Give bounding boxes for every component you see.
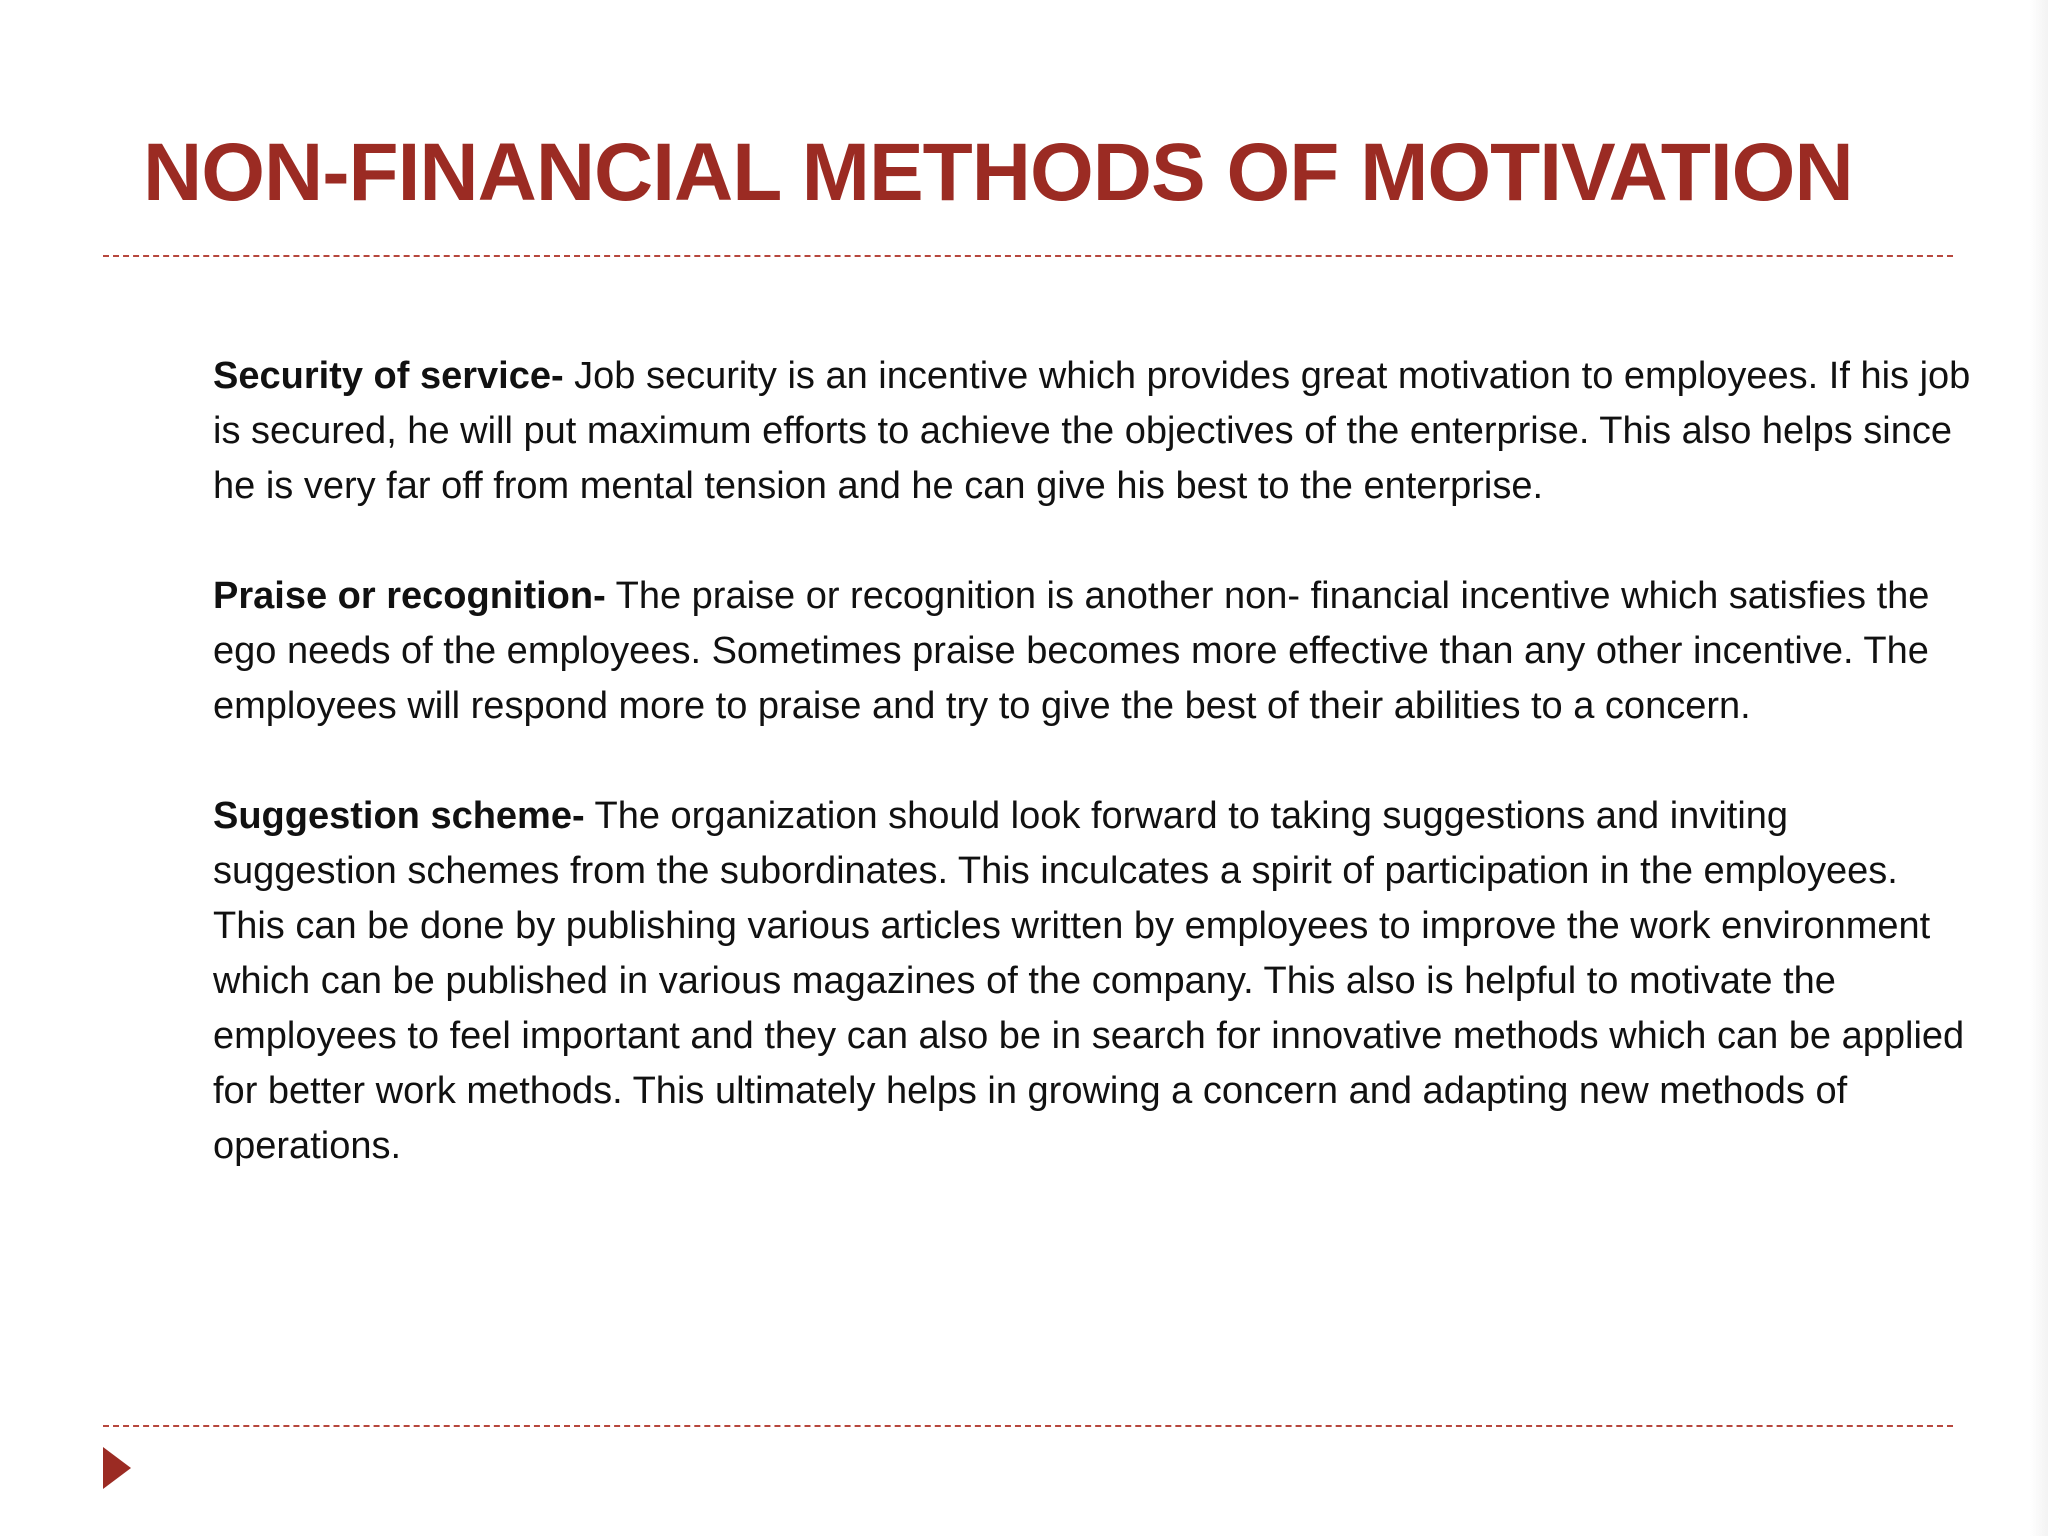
- slide-title: NON-FINANCIAL METHODS OF MOTIVATION: [143, 127, 1853, 218]
- paragraph-lead: Praise or recognition-: [213, 575, 606, 617]
- paragraph-text: Job security is an incentive which provides great motivation to employees. If his job is secured, he will put maximum efforts to achieve the objectives of the enterprise. This also helps since he is very far off from mental tension and he can give his best to the enterprise.: [213, 355, 1971, 507]
- paragraph-lead: Suggestion scheme-: [213, 795, 585, 837]
- slide-edge-shade: [2030, 0, 2048, 1536]
- paragraph-security-of-service: [213, 349, 1973, 514]
- paragraph-praise-or-recognition: [213, 569, 1973, 734]
- title-divider: [103, 255, 1953, 257]
- footer-divider: [103, 1425, 1953, 1427]
- triangle-right-icon: [103, 1447, 131, 1489]
- slide-body: [213, 349, 1973, 1229]
- paragraph-text: The organization should look forward to taking suggestions and inviting suggestion schemes from the subordinates. This inculcates a spirit of participation in the employees. This can be done by publishing various articles written by employees to improve the work environment which can be published in various magazines of the company. This also is helpful to motivate the employees to feel important and they can also be in search for innovative methods which can be applied for better work methods. This ultimately helps in growing a concern and adapting new methods of operations.: [213, 795, 1965, 1167]
- paragraph-suggestion-scheme: [213, 789, 1973, 1174]
- paragraph-text: The praise or recognition is another non- financial incentive which satisfies the ego needs of the employees. Sometimes praise becomes more effective than any other incentive. The employees will respond more to praise and try to give the best of their abilities to a concern.: [213, 575, 1930, 727]
- paragraph-lead: Security of service-: [213, 355, 564, 397]
